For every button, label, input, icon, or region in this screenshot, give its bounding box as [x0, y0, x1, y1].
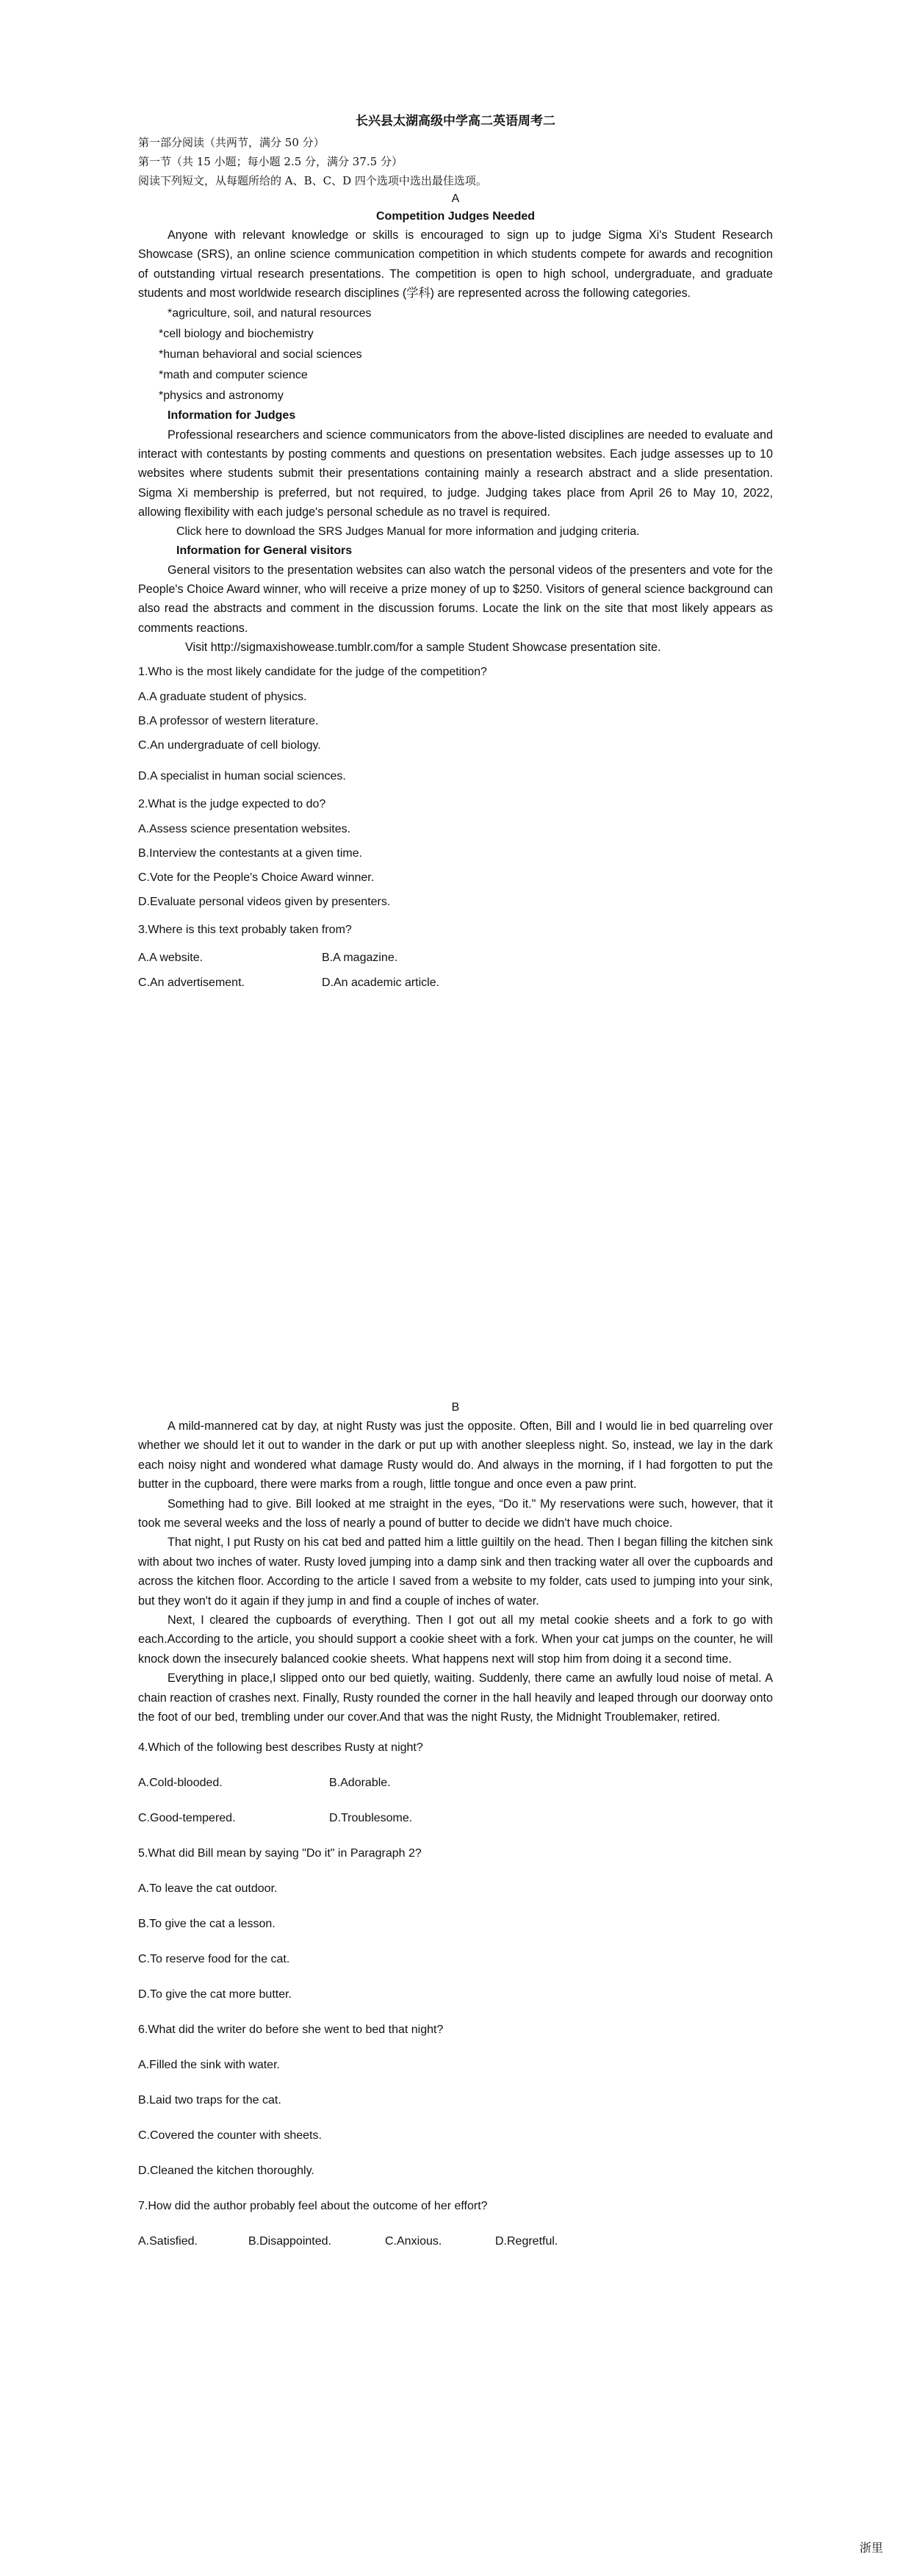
question-stem: 4.Which of the following best describes Rusty at night?	[138, 1741, 423, 1754]
exam-page	[138, 110, 773, 999]
question-stem: 3.Where is this text probably taken from?	[138, 923, 352, 936]
passage-b-paragraph: Something had to give. Bill looked at me straight in the eyes, “Do it." My reservations were such, however, that it took me several weeks and the loss of nearly a pound of butter to decide we didn't have much choice.	[138, 1497, 773, 1530]
category-item: *math and computer science	[159, 368, 308, 381]
answer-option: D.An academic article.	[322, 976, 440, 989]
option-row	[138, 1774, 773, 1792]
part-line: 第一部分阅读（共两节，满分 50 分）	[138, 136, 325, 149]
answer-option: A.Satisfied.	[138, 2234, 198, 2248]
question-stem: 5.What did Bill mean by saying "Do it" in Paragraph 2?	[138, 1846, 422, 1860]
answer-option: B.Adorable.	[329, 1776, 391, 1789]
answer-option: C.An advertisement.	[138, 976, 245, 989]
passage-b-paragraph: Next, I cleared the cupboards of everything. Then I got out all my metal cookie sheets and a fork to go with each.According to the article, you should support a cookie sheet with a fork. When your cat jumps on the counter, he will knock down the insecurely balanced cookie sheets. What happens next will stop him from doing it a second time.	[138, 1613, 773, 1666]
answer-option: D.Regretful.	[495, 2234, 558, 2248]
answer-option: C.Good-tempered.	[138, 1811, 236, 1824]
option-row	[138, 1810, 773, 1827]
answer-option: B.Interview the contestants at a given time.	[138, 846, 363, 860]
passage-b-paragraph: A mild-mannered cat by day, at night Rusty was just the opposite. Often, Bill and I would lie in bed quarreling over whether we should let it out to wander in the dark or put up with another sleepless night. So, instead, we lay in the dark each noisy night and wondered what damage Rusty would do. And always in the morning, if I had forgotten to put the butter in the cupboard, there were marks from a rough, little tongue and once even a paw print.	[138, 1420, 773, 1492]
judges-heading: Information for Judges	[168, 409, 296, 422]
visitors-heading: Information for General visitors	[176, 544, 353, 557]
answer-option: B.Laid two traps for the cat.	[138, 2093, 281, 2107]
footer-mark: 浙里	[860, 2541, 884, 2555]
exam-title: 长兴县太湖高级中学高二英语周考二	[356, 114, 555, 129]
category-item: *human behavioral and social sciences	[159, 348, 362, 361]
question-stem: 2.What is the judge expected to do?	[138, 797, 326, 810]
section-line: 第一节（共 15 小题；每小题 2.5 分，满分 37.5 分）	[138, 155, 403, 168]
category-item: *agriculture, soil, and natural resources	[168, 306, 372, 320]
answer-option: D.A specialist in human social sciences.	[138, 769, 346, 782]
question-stem: 6.What did the writer do before she went to bed that night?	[138, 2023, 444, 2036]
instruction-line: 阅读下列短文，从每题所给的 A、B、C、D 四个选项中选出最佳选项。	[138, 174, 487, 187]
category-item: *physics and astronomy	[159, 389, 284, 402]
category-list	[138, 303, 773, 406]
answer-option: C.An undergraduate of cell biology.	[138, 738, 321, 752]
answer-option: A.Cold-blooded.	[138, 1776, 223, 1789]
answer-option: A.Filled the sink with water.	[138, 2058, 280, 2071]
answer-option: C.Covered the counter with sheets.	[138, 2129, 322, 2142]
passage-a-label: A	[451, 193, 460, 205]
answer-option: D.Cleaned the kitchen thoroughly.	[138, 2164, 314, 2177]
answer-option: D.Evaluate personal videos given by presenters.	[138, 895, 391, 908]
passage-b-paragraph: That night, I put Rusty on his cat bed and patted him a little guiltily on the head. Then I began filling the kitchen sink with about two inches of water. Rusty loved jumping into a damp sink and then tracking water all over the cupboards and across the kitchen floor. According to the article I saved from a website to my folder, cats used to jumping into your sink, but they won't do it again if they jump in and find a couple of inches of water.	[138, 1536, 773, 1608]
option-row	[138, 974, 773, 992]
answer-option: A.A website.	[138, 951, 204, 964]
visitors-text: General visitors to the presentation websites can also watch the personal videos of the presenters and vote for the People's Choice Award winner, who will receive a prize money of up to $250. Visitors of general science background can also read the abstracts and comment in the discussion forums. Locate the link on the site that most likely appears as comments reactions.	[138, 563, 773, 635]
passage-a-intro: Anyone with relevant knowledge or skills is encouraged to sign up to judge Sigma Xi's Student Research Showcase (SRS), an online science communication competition in which students compete for awards and recognition of outstanding virtual research presentations. The competition is open to high school, undergraduate, and graduate students and most worldwide research disciplines (学科) are represented across the following categories.	[138, 229, 773, 301]
answer-option: B.A professor of western literature.	[138, 714, 319, 727]
question-stem: 7.How did the author probably feel about the outcome of her effort?	[138, 2199, 488, 2212]
category-item: *cell biology and biochemistry	[159, 327, 314, 340]
question-stem: 1.Who is the most likely candidate for the judge of the competition?	[138, 665, 487, 678]
passage-a-title: Competition Judges Needed	[375, 210, 536, 223]
passage-b-label: B	[451, 1401, 460, 1414]
answer-option: B.Disappointed.	[248, 2234, 331, 2248]
passage-b-paragraph: Everything in place,I slipped onto our bed quietly, waiting. Suddenly, there came an awfully loud noise of metal. A chain reaction of crashes next. Finally, Rusty rounded the corner in the hall heavily and leaped through our doorway onto the foot of our bed, trembling under our cover.And that was the night Rusty, the Midnight Troublemaker, retired.	[138, 1672, 773, 1724]
answer-option: B.A magazine.	[322, 951, 398, 964]
answer-option: C.To reserve food for the cat.	[138, 1952, 290, 1965]
option-row	[138, 949, 773, 967]
visit-line: Visit http://sigmaxishowease.tumblr.com/for a sample Student Showcase presentation site.	[185, 641, 661, 655]
download-manual-link[interactable]: Click here to download the SRS Judges Manual for more information and judging criteria.	[176, 525, 640, 538]
judges-text: Professional researchers and science communicators from the above-listed disciplines are needed to evaluate and interact with contestants by posting comments and questions on presentation websites. Each judge assesses up to 10 websites where students submit their presentations containing mainly a research abstract and a slide presentation. Sigma Xi membership is preferred, but not required, to judge. Judging takes place from April 26 to May 10, 2022, allowing flexibility with each judge's personal schedule as no travel is required.	[138, 428, 773, 519]
passage-b-block	[138, 1399, 773, 2258]
answer-option: D.To give the cat more butter.	[138, 1987, 292, 2001]
answer-option: C.Anxious.	[385, 2234, 442, 2248]
answer-option: D.Troublesome.	[329, 1811, 413, 1824]
option-row	[138, 2233, 773, 2251]
answer-option: B.To give the cat a lesson.	[138, 1917, 276, 1930]
answer-option: A.Assess science presentation websites.	[138, 822, 351, 835]
answer-option: C.Vote for the People's Choice Award winner.	[138, 871, 375, 884]
answer-option: A.To leave the cat outdoor.	[138, 1882, 278, 1895]
answer-option: A.A graduate student of physics.	[138, 690, 307, 703]
